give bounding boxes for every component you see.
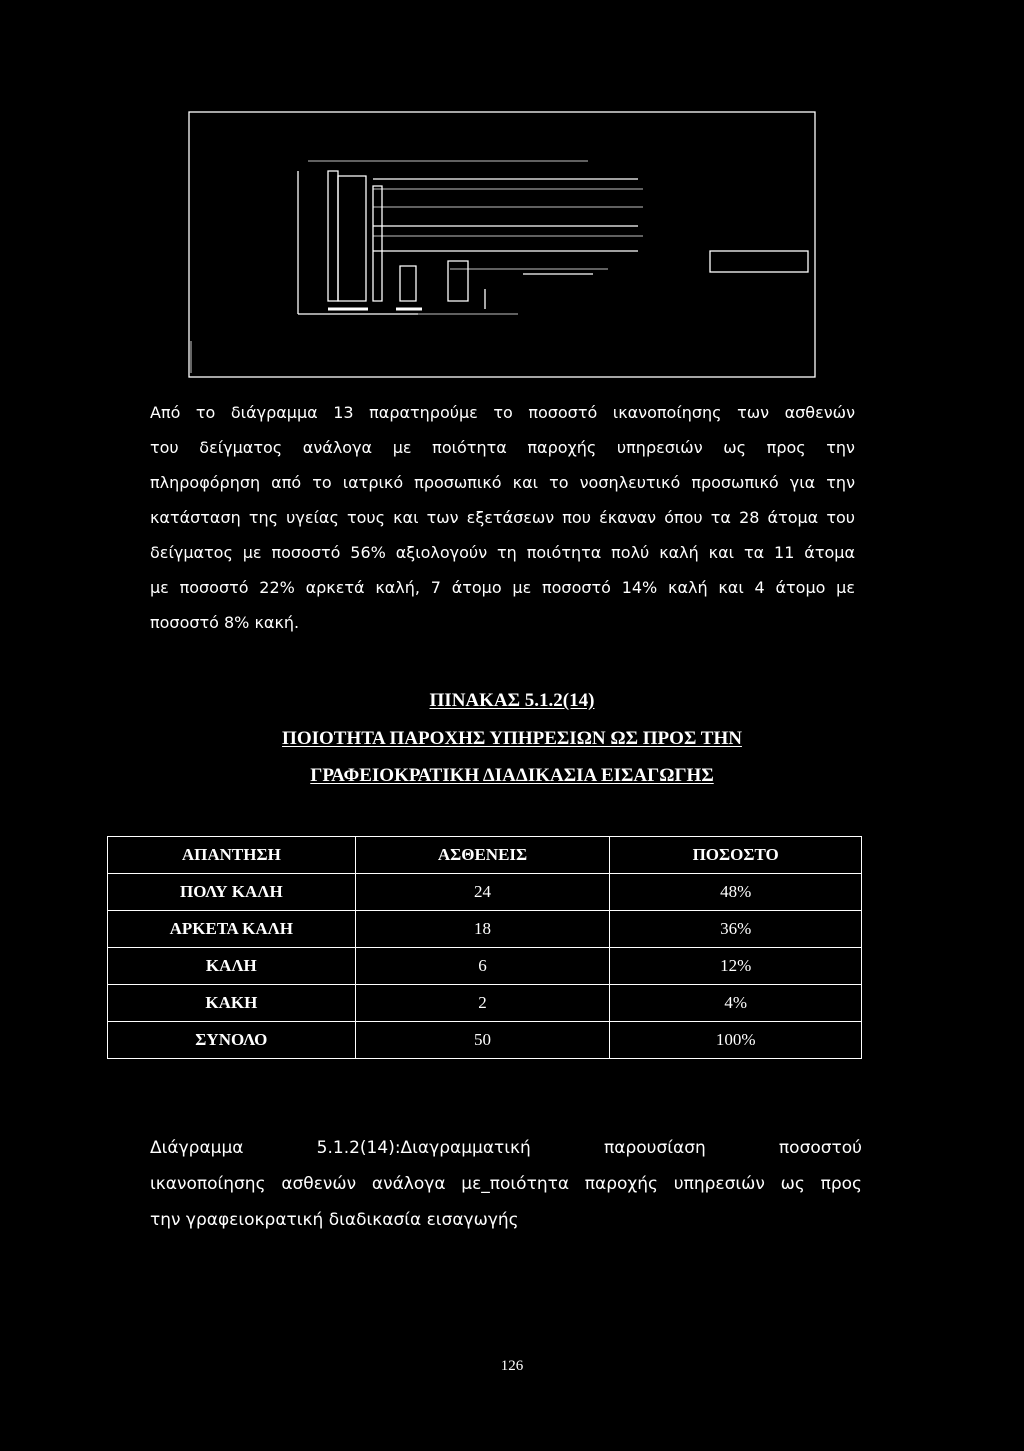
page-number: 126 (500, 1358, 524, 1374)
header-patients: ΑΣΘΕΝΕΙΣ (355, 837, 610, 874)
cell-patients: 2 (355, 985, 610, 1022)
caption-line: ικανοποίησης ασθενών ανάλογα με_ποιότητα παροχής υπηρεσιών ως προς (150, 1174, 862, 1194)
table-header-row (108, 837, 862, 874)
chart-legend-box (710, 251, 808, 272)
chart-bar-outline (373, 186, 382, 301)
table-row (108, 985, 862, 1022)
chart-bar-outline (328, 171, 338, 301)
cell-patients: 6 (355, 948, 610, 985)
paragraph-line: δείγματος με ποσοστό 56% αξιολογούν τη ποιότητα πολύ καλή και τα 11 άτομα (150, 543, 855, 562)
chart-bar-outline (448, 261, 468, 301)
cell-answer: ΣΥΝΟΛΟ (108, 1022, 356, 1059)
table-row (108, 1022, 862, 1059)
table-row (108, 874, 862, 911)
cell-percent: 48% (610, 874, 862, 911)
table-row (108, 911, 862, 948)
cell-percent: 12% (610, 948, 862, 985)
cell-answer: ΚΑΛΗ (108, 948, 356, 985)
table-number-heading: ΠΙΝΑΚΑΣ 5.1.2(14) (429, 690, 595, 711)
cell-patients: 50 (355, 1022, 610, 1059)
chart-figure (188, 111, 816, 379)
analysis-paragraph (150, 395, 855, 640)
paragraph-line: κατάσταση της υγείας τους και των εξετάσεων που έκαναν όπου τα 28 άτομα του (150, 508, 855, 527)
chart-bar-outline (338, 176, 366, 301)
cell-patients: 18 (355, 911, 610, 948)
figure-caption (150, 1130, 862, 1238)
chart-frame (189, 112, 815, 377)
table-title-line-2: ΓΡΑΦΕΙΟΚΡΑΤΙΚΗ ΔΙΑΔΙΚΑΣΙΑ ΕΙΣΑΓΩΓΗΣ (310, 765, 714, 786)
header-percent: ΠΟΣΟΣΤΟ (610, 837, 862, 874)
paragraph-line: με ποσοστό 22% αρκετά καλή, 7 άτομο με ποσοστό 14% καλή και 4 άτομο με (150, 578, 855, 597)
caption-line: την γραφειοκρατική διαδικασία εισαγωγής (150, 1210, 519, 1230)
cell-answer: ΠΟΛΥ ΚΑΛΗ (108, 874, 356, 911)
paragraph-line: του δείγματος ανάλογα με ποιότητα παροχής υπηρεσιών ως προς την (150, 438, 855, 457)
cell-answer: ΑΡΚΕΤΑ ΚΑΛΗ (108, 911, 356, 948)
results-table (107, 836, 862, 1059)
header-answer: ΑΠΑΝΤΗΣΗ (108, 837, 356, 874)
paragraph-line: πληροφόρηση από το ιατρικό προσωπικό και το νοσηλευτικό προσωπικό για την (150, 473, 855, 492)
table-row (108, 948, 862, 985)
cell-answer: ΚΑΚΗ (108, 985, 356, 1022)
paragraph-line: ποσοστό 8% κακή. (150, 613, 300, 632)
cell-percent: 36% (610, 911, 862, 948)
cell-percent: 100% (610, 1022, 862, 1059)
table-title-line-1: ΠΟΙΟΤΗΤΑ ΠΑΡΟΧΗΣ ΥΠΗΡΕΣΙΩΝ ΩΣ ΠΡΟΣ ΤΗΝ (282, 728, 742, 749)
chart-bar-outline (400, 266, 416, 301)
caption-line: Διάγραμμα 5.1.2(14):Διαγραμματική παρουσίαση ποσοστού (150, 1138, 862, 1158)
cell-patients: 24 (355, 874, 610, 911)
paragraph-line: Από το διάγραμμα 13 παρατηρούμε το ποσοστό ικανοποίησης των ασθενών (150, 403, 855, 422)
cell-percent: 4% (610, 985, 862, 1022)
